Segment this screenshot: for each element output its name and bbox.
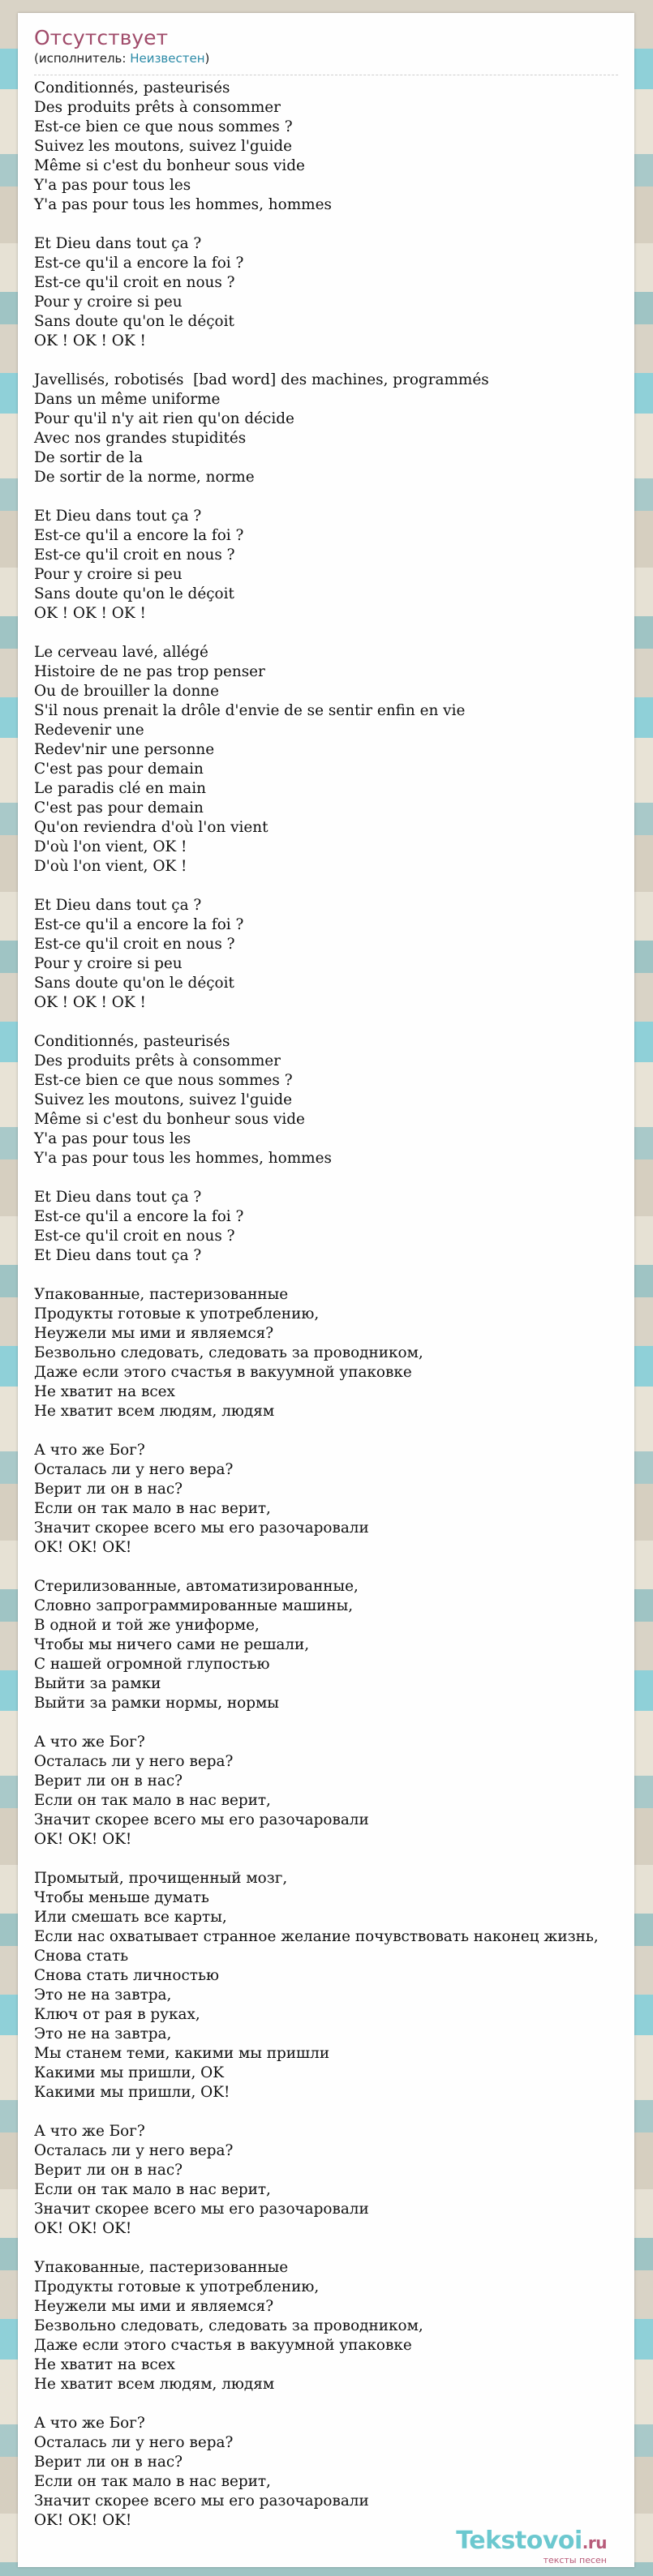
lyric-line: Верит ли он в нас?	[34, 2162, 183, 2179]
lyric-line: Выйти за рамки нормы, нормы	[34, 1695, 279, 1712]
lyric-line: Значит скорее всего мы его разочаровали	[34, 1519, 369, 1537]
lyric-line: Sans doute qu'on le déçoit	[34, 585, 234, 602]
lyric-line: Est-ce qu'il a encore la foi ?	[34, 916, 244, 933]
lyric-line: Чтобы мы ничего сами не решали,	[34, 1636, 310, 1653]
lyric-line: Даже если этого счастья в вакуумной упаковке	[34, 1364, 412, 1381]
lyric-line: Ou de brouiller la donne	[34, 683, 220, 700]
lyric-line: OK ! OK ! OK !	[34, 994, 146, 1011]
lyric-line: Если он так мало в нас верит,	[34, 2473, 271, 2490]
lyric-line: Безвольно следовать, следовать за проводником,	[34, 2317, 423, 2334]
lyric-line: Это не на завтра,	[34, 2025, 172, 2042]
stanza-break	[34, 2102, 618, 2122]
lyric-line: А что же Бог?	[34, 2415, 145, 2432]
lyric-line: Conditionnés, pasteurisés	[34, 1033, 230, 1050]
lyric-line: Pour y croire si peu	[34, 294, 183, 311]
lyric-line: Est-ce qu'il croit en nous ?	[34, 936, 235, 953]
lyric-line: А что же Бог?	[34, 1442, 145, 1459]
lyric-line: Значит скорее всего мы его разочаровали	[34, 2201, 369, 2218]
lyric-line: Pour y croire si peu	[34, 566, 183, 583]
lyric-line: S'il nous prenait la drôle d'envie de se sentir enfin en vie	[34, 702, 466, 719]
lyric-line: Ключ от рая в руках,	[34, 2006, 200, 2023]
lyric-line: OK ! OK ! OK !	[34, 605, 146, 622]
lyric-line: Какими мы пришли, OK	[34, 2064, 224, 2081]
lyric-line: Y'a pas pour tous les	[34, 177, 191, 194]
lyric-line: Le cerveau lavé, allégé	[34, 644, 208, 661]
lyric-line: Sans doute qu'on le déçoit	[34, 313, 234, 330]
stanza-break	[34, 1168, 618, 1188]
lyric-line: OK! OK! OK!	[34, 1831, 132, 1848]
lyric-line: Avec nos grandes stupidités	[34, 430, 247, 447]
logo-tagline: тексты песен	[543, 2555, 607, 2565]
lyric-line: Словно запрограммированные машины,	[34, 1597, 354, 1614]
lyric-line: Продукты готовые к употреблению,	[34, 2278, 320, 2295]
lyric-line: Javellisés, robotisés [bad word] des machines, programmés	[34, 371, 489, 388]
lyric-line: Est-ce bien ce que nous sommes ?	[34, 118, 293, 135]
lyric-line: Est-ce qu'il croit en nous ?	[34, 546, 235, 564]
lyric-line: Не хватит всем людям, людям	[34, 1403, 275, 1420]
lyric-line: Même si c'est du bonheur sous vide	[34, 157, 305, 174]
lyric-line: Если нас охватывает странное желание почувствовать наконец жизнь,	[34, 1928, 599, 1945]
lyric-line: Значит скорее всего мы его разочаровали	[34, 2492, 369, 2510]
lyric-line: Et Dieu dans tout ça ?	[34, 235, 202, 252]
lyric-line: OK! OK! OK!	[34, 2512, 132, 2529]
lyric-line: C'est pas pour demain	[34, 799, 204, 817]
lyric-line: Histoire de ne pas trop penser	[34, 663, 265, 680]
stanza-break	[34, 624, 618, 643]
lyric-line: Même si c'est du bonheur sous vide	[34, 1111, 305, 1128]
song-title: Отсутствует	[34, 26, 169, 49]
lyric-line: Est-ce qu'il a encore la foi ?	[34, 1208, 244, 1225]
lyric-line: Стерилизованные, автоматизированные,	[34, 1578, 359, 1595]
lyric-line: Redev'nir une personne	[34, 741, 215, 758]
lyric-line: Выйти за рамки	[34, 1675, 161, 1692]
lyric-line: D'où l'on vient, OK !	[34, 838, 187, 855]
lyric-line: Le paradis clé en main	[34, 780, 206, 797]
lyric-line: В одной и той же униформе,	[34, 1617, 260, 1634]
stanza-break	[34, 2239, 618, 2258]
lyric-line: А что же Бог?	[34, 2123, 145, 2140]
lyric-line: Неужели мы ими и являемся?	[34, 2298, 274, 2315]
lyric-line: Pour y croire si peu	[34, 955, 183, 972]
lyric-line: Чтобы меньше думать	[34, 1889, 209, 1906]
lyric-line: Осталась ли у него вера?	[34, 1461, 234, 1478]
lyric-line: Est-ce qu'il croit en nous ?	[34, 1228, 235, 1245]
stanza-break	[34, 2394, 618, 2414]
logo-name: Tekstovoi	[456, 2527, 582, 2555]
lyric-line: Не хватит всем людям, людям	[34, 2376, 275, 2393]
lyric-line: Мы станем теми, какими мы пришли	[34, 2045, 330, 2062]
lyric-line: Промытый, прочищенный мозг,	[34, 1870, 288, 1887]
lyric-line: De sortir de la norme, norme	[34, 469, 255, 486]
lyric-line: Est-ce bien ce que nous sommes ?	[34, 1072, 293, 1089]
artist-link[interactable]: Неизвестен	[130, 51, 205, 66]
lyric-line: C'est pas pour demain	[34, 761, 204, 778]
logo-wordmark	[456, 2528, 607, 2556]
artist-line	[34, 50, 618, 66]
lyric-line: Y'a pas pour tous les hommes, hommes	[34, 196, 332, 213]
lyric-line: Осталась ли у него вера?	[34, 2434, 234, 2451]
lyric-line: Верит ли он в нас?	[34, 1772, 183, 1789]
lyric-line: Если он так мало в нас верит,	[34, 2181, 271, 2198]
lyric-line: Pour qu'il n'y ait rien qu'on décide	[34, 410, 294, 427]
lyric-line: Et Dieu dans tout ça ?	[34, 897, 202, 914]
lyric-line: Упакованные, пастеризованные	[34, 1286, 289, 1303]
stanza-break	[34, 1421, 618, 1441]
lyric-line: Y'a pas pour tous les hommes, hommes	[34, 1150, 332, 1167]
lyric-line: Продукты готовые к употреблению,	[34, 1305, 320, 1322]
lyric-line: Conditionnés, pasteurisés	[34, 79, 230, 96]
stanza-break	[34, 1013, 618, 1032]
lyric-line: А что же Бог?	[34, 1734, 145, 1751]
lyric-line: Это не на завтра,	[34, 1987, 172, 2004]
stanza-break	[34, 215, 618, 234]
lyric-line: Et Dieu dans tout ça ?	[34, 508, 202, 525]
site-logo[interactable]	[456, 2528, 607, 2565]
lyric-line: Est-ce qu'il croit en nous ?	[34, 274, 235, 291]
lyrics-page	[18, 13, 634, 2567]
song-header	[18, 13, 634, 71]
lyric-line: De sortir de la	[34, 449, 144, 466]
lyric-line: Des produits prêts à consommer	[34, 99, 281, 116]
lyrics-text	[18, 75, 634, 2531]
lyric-line: Если он так мало в нас верит,	[34, 1792, 271, 1809]
lyric-line: Верит ли он в нас?	[34, 2454, 183, 2471]
artist-prefix: (исполнитель:	[34, 51, 131, 66]
lyric-line: OK! OK! OK!	[34, 2220, 132, 2237]
stanza-break	[34, 877, 618, 896]
lyric-line: Значит скорее всего мы его разочаровали	[34, 1811, 369, 1828]
logo-tld: .ru	[582, 2533, 607, 2552]
lyric-line: OK! OK! OK!	[34, 1539, 132, 1556]
lyric-line: Y'a pas pour tous les	[34, 1130, 191, 1147]
lyric-line: Dans un même uniforme	[34, 391, 221, 408]
lyric-line: Et Dieu dans tout ça ?	[34, 1247, 202, 1264]
lyric-line: Est-ce qu'il a encore la foi ?	[34, 527, 244, 544]
lyric-line: Et Dieu dans tout ça ?	[34, 1189, 202, 1206]
stanza-break	[34, 1558, 618, 1577]
lyric-line: Redevenir une	[34, 722, 144, 739]
lyric-line: Qu'on reviendra d'où l'on vient	[34, 819, 269, 836]
lyric-line: OK ! OK ! OK !	[34, 332, 146, 349]
lyric-line: Или смешать все карты,	[34, 1909, 227, 1926]
artist-suffix: )	[204, 51, 210, 66]
stanza-break	[34, 1713, 618, 1733]
stanza-break	[34, 351, 618, 371]
lyric-line: Безвольно следовать, следовать за проводником,	[34, 1344, 423, 1361]
lyric-line: Упакованные, пастеризованные	[34, 2259, 289, 2276]
lyric-line: Какими мы пришли, OK!	[34, 2084, 230, 2101]
lyric-line: Осталась ли у него вера?	[34, 2142, 234, 2159]
lyric-line: С нашей огромной глупостью	[34, 1656, 270, 1673]
lyric-line: Des produits prêts à consommer	[34, 1052, 281, 1069]
lyric-line: Est-ce qu'il a encore la foi ?	[34, 255, 244, 272]
lyric-line: Неужели мы ими и являемся?	[34, 1325, 274, 1342]
lyric-line: Suivez les moutons, suivez l'guide	[34, 138, 293, 155]
stanza-break	[34, 1849, 618, 1869]
lyric-line: Осталась ли у него вера?	[34, 1753, 234, 1770]
lyric-line: Suivez les moutons, suivez l'guide	[34, 1091, 293, 1108]
lyric-line: Снова стать	[34, 1948, 129, 1965]
stanza-break	[34, 1266, 618, 1285]
lyric-line: Снова стать личностью	[34, 1967, 219, 1984]
lyric-line: Даже если этого счастья в вакуумной упаковке	[34, 2337, 412, 2354]
stanza-break	[34, 487, 618, 507]
lyric-line: Если он так мало в нас верит,	[34, 1500, 271, 1517]
lyric-line: D'où l'on vient, OK !	[34, 858, 187, 875]
lyric-line: Не хватит на всех	[34, 1383, 175, 1400]
lyric-line: Верит ли он в нас?	[34, 1481, 183, 1498]
lyric-line: Sans doute qu'on le déçoit	[34, 975, 234, 992]
lyric-line: Не хватит на всех	[34, 2356, 175, 2373]
